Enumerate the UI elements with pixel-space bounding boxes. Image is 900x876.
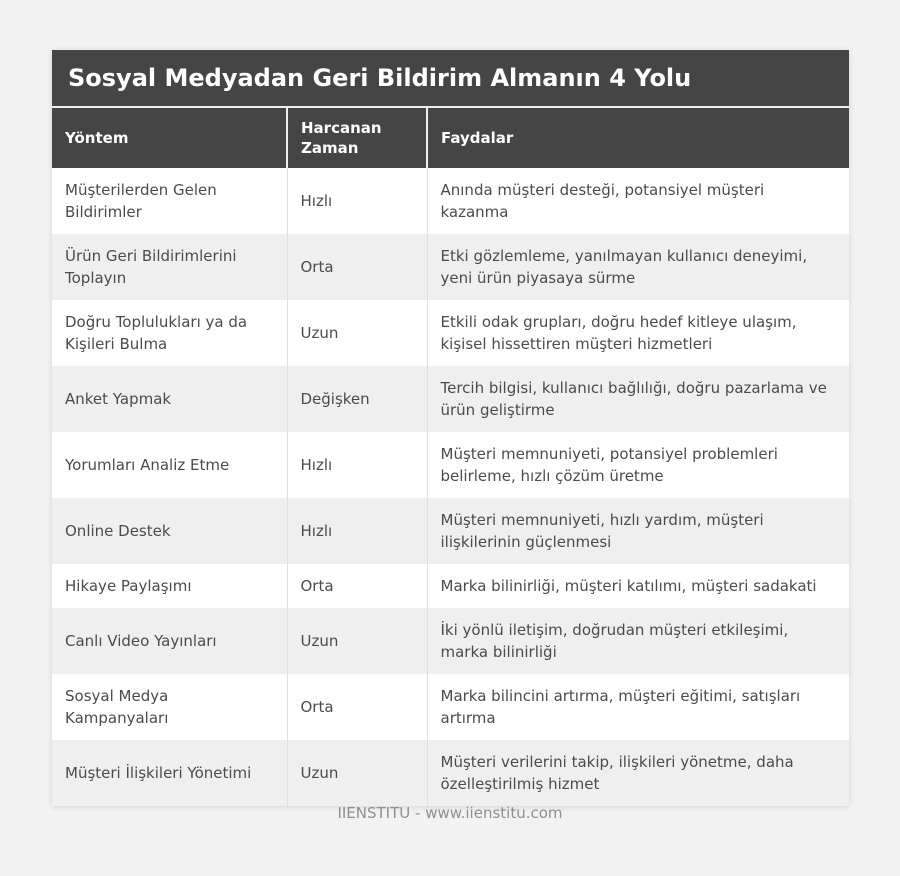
benefits-cell: Etkili odak grupları, doğru hedef kitleye ulaşım, kişisel hissettiren müşteri hizmetleri [427, 300, 849, 366]
method-cell: Anket Yapmak [65, 390, 172, 408]
benefits-cell: Müşteri memnuniyeti, potansiyel problemleri belirleme, hızlı çözüm üretme [427, 432, 849, 498]
table-row [52, 234, 849, 300]
time-cell: Hızlı [287, 498, 427, 564]
table-row [52, 608, 849, 674]
method-cell: Ürün Geri Bildirimlerini Toplayın [65, 247, 237, 287]
column-header-method: Yöntem [52, 108, 287, 168]
method-cell: Müşterilerden Gelen Bildirimler [65, 181, 217, 221]
method-cell: Online Destek [65, 522, 171, 540]
table-row [52, 740, 849, 806]
benefits-cell: Marka bilincini artırma, müşteri eğitimi, satışları artırma [427, 674, 849, 740]
method-cell: Hikaye Paylaşımı [65, 577, 192, 595]
source-attribution: IIENSTITU - www.iienstitu.com [337, 804, 563, 822]
time-cell: Uzun [287, 300, 427, 366]
benefits-cell: Marka bilinirliği, müşteri katılımı, müşteri sadakati [427, 564, 849, 608]
table-row [52, 498, 849, 564]
time-cell: Orta [287, 674, 427, 740]
table-row [52, 564, 849, 608]
feedback-table-card [52, 50, 849, 806]
benefits-cell: İki yönlü iletişim, doğrudan müşteri etkileşimi, marka bilinirliği [427, 608, 849, 674]
method-cell: Müşteri İlişkileri Yönetimi [65, 764, 252, 782]
benefits-cell: Müşteri memnuniyeti, hızlı yardım, müşteri ilişkilerinin güçlenmesi [427, 498, 849, 564]
table-row [52, 366, 849, 432]
page-title: Sosyal Medyadan Geri Bildirim Almanın 4 Yolu [52, 50, 849, 108]
method-cell: Yorumları Analiz Etme [65, 456, 230, 474]
benefits-cell: Anında müşteri desteği, potansiyel müşteri kazanma [427, 168, 849, 234]
benefits-cell: Tercih bilgisi, kullanıcı bağlılığı, doğru pazarlama ve ürün geliştirme [427, 366, 849, 432]
column-header-benefits: Faydalar [427, 108, 849, 168]
table-header [52, 108, 849, 168]
method-cell: Doğru Toplulukları ya da Kişileri Bulma [65, 313, 248, 353]
time-cell: Uzun [287, 608, 427, 674]
time-cell: Orta [287, 234, 427, 300]
method-cell: Canlı Video Yayınları [65, 632, 217, 650]
time-cell: Hızlı [287, 168, 427, 234]
table-row [52, 674, 849, 740]
time-cell: Uzun [287, 740, 427, 806]
table-row [52, 300, 849, 366]
time-cell: Hızlı [287, 432, 427, 498]
feedback-table [52, 108, 849, 806]
time-cell: Değişken [287, 366, 427, 432]
table-row [52, 432, 849, 498]
benefits-cell: Etki gözlemleme, yanılmayan kullanıcı deneyimi, yeni ürün piyasaya sürme [427, 234, 849, 300]
benefits-cell: Müşteri verilerini takip, ilişkileri yönetme, daha özelleştirilmiş hizmet [427, 740, 849, 806]
column-header-time: Harcanan Zaman [287, 108, 427, 168]
method-cell: Sosyal Medya Kampanyaları [65, 687, 169, 727]
time-cell: Orta [287, 564, 427, 608]
table-row [52, 168, 849, 234]
